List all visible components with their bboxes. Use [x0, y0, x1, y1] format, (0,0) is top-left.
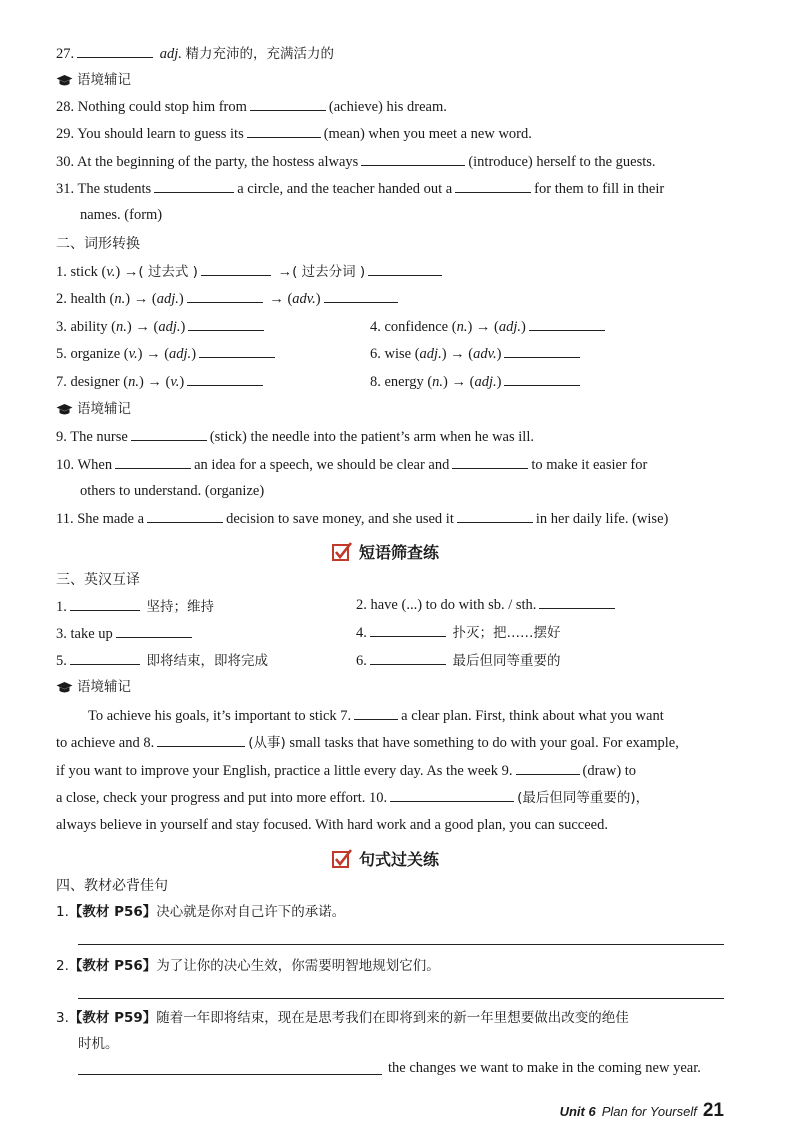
answer-line-3[interactable] [78, 1074, 382, 1075]
passage-blank-8[interactable] [157, 732, 245, 747]
q27-meaning: 精力充沛的，充满活力的 [185, 46, 335, 62]
q30 [56, 151, 656, 172]
translate-5 [56, 650, 268, 671]
s2-source: 【教材 P56】 [68, 958, 157, 974]
word-form-7 [56, 371, 266, 392]
q28-post: (achieve) his dream. [328, 99, 447, 115]
wf8-pos2: adj. [474, 374, 497, 390]
q9 [56, 426, 534, 447]
s1-text: 决心就是你对自己许下的承诺。 [156, 904, 346, 920]
wf5-blank[interactable] [199, 343, 275, 358]
tr2-blank[interactable] [539, 594, 615, 609]
q10-mid: an idea for a speech, we should be clear and [194, 457, 450, 473]
q11-mid: decision to save money, and she used it [226, 511, 454, 527]
p2c: small tasks that have something to do with your goal. For example, [289, 735, 679, 751]
passage-line-2 [56, 732, 679, 753]
sentence-2 [56, 956, 440, 976]
wf8-c: ) [496, 374, 502, 390]
q29-blank[interactable] [247, 123, 321, 138]
tr1-blank[interactable] [70, 596, 140, 611]
tr5-blank[interactable] [70, 650, 140, 665]
footer-unit: Unit 6 [559, 1104, 596, 1119]
s2-text: 为了让你的决心生效，你需要明智地规划它们。 [156, 958, 440, 974]
q31-blank-1[interactable] [154, 178, 234, 193]
tr1-text: 坚持；维持 [146, 599, 214, 615]
q10 [56, 454, 647, 475]
wf4-blank[interactable] [529, 316, 605, 331]
context-caption-3 [56, 677, 131, 697]
q30-post: (introduce) herself to the guests. [468, 154, 656, 170]
q11-blank-2[interactable] [457, 508, 533, 523]
wf7-c: ) [179, 374, 185, 390]
tr1-num: 1. [56, 599, 67, 615]
passage-line-5: always believe in yourself and stay focused. With hard work and a good plan, you can succeed. [56, 817, 608, 833]
context-caption-1 [56, 70, 131, 90]
wf8-b: ) → ( [443, 374, 475, 390]
wf1-blank-1[interactable] [201, 261, 271, 276]
wf7-blank[interactable] [187, 371, 263, 386]
wf3-pos2: adj. [158, 319, 181, 335]
q10-blank-1[interactable] [115, 454, 191, 469]
q31-mid: a circle, and the teacher handed out a [237, 181, 453, 197]
tr5-num: 5. [56, 653, 67, 669]
wf5-c: ) [191, 346, 197, 362]
wf2-d: → ( [269, 291, 293, 307]
wf1-hint-past: ( 过去式 ) [138, 264, 198, 280]
section-3-heading: 三、英汉互译 [56, 572, 140, 588]
q31-pre: 31. The students [56, 181, 152, 197]
q28 [56, 96, 447, 117]
wf3-b: ) → ( [126, 319, 159, 335]
wf3-blank[interactable] [188, 316, 264, 331]
q10-post: to make it easier for [531, 457, 648, 473]
word-form-4 [370, 316, 608, 337]
graduation-cap-icon [56, 74, 73, 87]
footer-title: Plan for Yourself [601, 1104, 697, 1119]
s2-num: 2. [56, 958, 69, 974]
p3b: (draw) to [582, 763, 637, 779]
s3-text: 随着一年即将结束，现在是思考我们在即将到来的新一年里想要做出改变的绝佳 [156, 1010, 629, 1026]
word-form-6 [370, 343, 583, 364]
p1a: To achieve his goals, it’s important to stick 7. [88, 708, 352, 724]
q30-blank[interactable] [361, 151, 465, 166]
banner-title: 句式过关练 [359, 850, 440, 869]
wf4-b: ) → ( [467, 319, 499, 335]
wf4-a: 4. confidence ( [370, 319, 457, 335]
q11 [56, 508, 668, 529]
q29-pre: 29. You should learn to guess its [56, 126, 244, 142]
p1b: a clear plan. First, think about what you want [401, 708, 664, 724]
wf4-pos: n. [456, 319, 468, 335]
tr3-text: 3. take up [56, 626, 113, 642]
p2b: (从事) [248, 735, 286, 751]
translate-2 [356, 594, 618, 615]
wf6-c: ) [496, 346, 502, 362]
q28-blank[interactable] [250, 96, 326, 111]
context-caption-2 [56, 399, 131, 419]
tr4-text: 扑灭；把……摆好 [452, 625, 561, 641]
sentence-3-tail: the changes we want to make in the coming new year. [388, 1060, 701, 1076]
q27 [56, 43, 334, 64]
translate-4 [356, 622, 561, 643]
word-form-1 [56, 261, 445, 282]
s3-num: 3. [56, 1010, 69, 1026]
caption-text: 语境辅记 [77, 679, 131, 695]
section-2-heading: 二、词形转换 [56, 236, 140, 252]
q10-pre: 10. When [56, 457, 113, 473]
wf2-blank-1[interactable] [187, 288, 263, 303]
tr4-blank[interactable] [370, 622, 446, 637]
checkbox-check-icon [331, 541, 353, 563]
wf1-a: 1. stick ( [56, 264, 107, 280]
wf6-blank[interactable] [504, 343, 580, 358]
wf7-a: 7. designer ( [56, 374, 129, 390]
q29-post: (mean) when you meet a new word. [323, 126, 532, 142]
wf5-pos2: adj. [169, 346, 192, 362]
q30-pre: 30. At the beginning of the party, the hostess always [56, 154, 359, 170]
translate-1 [56, 596, 214, 617]
wf6-pos2: adv. [473, 346, 497, 362]
p4a: a close, check your progress and put into more effort. 10. [56, 790, 388, 806]
wf8-blank[interactable] [504, 371, 580, 386]
wf1-paren: ) [115, 264, 121, 280]
s1-num: 1. [56, 904, 69, 920]
s1-source: 【教材 P56】 [68, 904, 157, 920]
q31 [56, 178, 664, 199]
tr6-text: 最后但同等重要的 [452, 653, 561, 669]
passage-blank-10[interactable] [390, 787, 514, 802]
wf2-b: ) → ( [125, 291, 157, 307]
wf6-pos: adj. [419, 346, 442, 362]
wf2-a: 2. health ( [56, 291, 115, 307]
word-form-2 [56, 288, 401, 309]
passage-line-4 [56, 787, 649, 808]
wf8-a: 8. energy ( [370, 374, 433, 390]
wf5-pos: v. [128, 346, 138, 362]
wf1-hint-pp: ( 过去分词 ) [292, 264, 366, 280]
sentence-3-continuation: 时机。 [78, 1036, 119, 1052]
wf5-a: 5. organize ( [56, 346, 129, 362]
p3a: if you want to improve your English, practice a little every day. As the week 9. [56, 763, 513, 779]
section-4-heading: 四、教材必背佳句 [56, 878, 168, 894]
passage-line-3 [56, 760, 636, 781]
wf4-c: ) [521, 319, 526, 335]
tr6-blank[interactable] [370, 650, 446, 665]
wf1-blank-2[interactable] [368, 261, 442, 276]
wf2-pos: n. [114, 291, 126, 307]
q27-number: 27. [56, 46, 75, 62]
wf5-b: ) → ( [137, 346, 170, 362]
tr3-blank[interactable] [116, 623, 192, 638]
word-form-8 [370, 371, 583, 392]
q11-blank-1[interactable] [147, 508, 223, 523]
passage-line-1 [88, 705, 664, 726]
caption-text: 语境辅记 [77, 401, 131, 417]
q31-continuation: names. (form) [80, 207, 163, 223]
passage-blank-7[interactable] [354, 705, 398, 720]
sentence-banner [331, 847, 439, 870]
wf6-b: ) → ( [441, 346, 474, 362]
tr2-text: 2. have (...) to do with sb. / sth. [356, 597, 537, 613]
q9-blank[interactable] [131, 426, 207, 441]
wf3-a: 3. ability ( [56, 319, 117, 335]
wf7-pos: n. [128, 374, 139, 390]
arrow-icon: → [277, 264, 293, 280]
wf3-c: ) [180, 319, 186, 335]
q10-continuation: others to understand. (organize) [80, 483, 265, 499]
translate-3 [56, 623, 195, 644]
answer-line-2[interactable] [78, 998, 724, 999]
q27-blank[interactable] [77, 43, 153, 58]
translate-6 [356, 650, 561, 671]
wf2-blank-2[interactable] [324, 288, 398, 303]
word-form-5 [56, 343, 278, 364]
phrase-banner [331, 540, 439, 563]
q29 [56, 123, 532, 144]
q28-pre: 28. Nothing could stop him from [56, 99, 247, 115]
tr5-text: 即将结束，即将完成 [146, 653, 268, 669]
wf8-pos: n. [432, 374, 444, 390]
q11-pre: 11. She made a [56, 511, 145, 527]
q9-pre: 9. The nurse [56, 429, 128, 445]
caption-text: 语境辅记 [77, 72, 131, 88]
q10-blank-2[interactable] [452, 454, 528, 469]
wf2-pos3: adv. [292, 291, 316, 307]
q31-post: for them to fill in their [534, 181, 665, 197]
page-footer [560, 1100, 724, 1122]
s3-source: 【教材 P59】 [68, 1010, 157, 1026]
answer-line-1[interactable] [78, 944, 724, 945]
tr4-num: 4. [356, 625, 367, 641]
wf4-pos2: adj. [498, 319, 522, 335]
tr6-num: 6. [356, 653, 367, 669]
graduation-cap-icon [56, 403, 73, 416]
p4b: (最后但同等重要的)， [517, 790, 650, 806]
wf3-pos: n. [116, 319, 127, 335]
wf2-e: ) [315, 291, 321, 307]
p2a: to achieve and 8. [56, 735, 155, 751]
wf7-b: ) → ( [138, 374, 171, 390]
passage-blank-9[interactable] [516, 760, 580, 775]
banner-title: 短语筛查练 [359, 543, 440, 562]
q9-post: (stick) the needle into the patient’s arm when he was ill. [209, 429, 534, 445]
q11-post: in her daily life. (wise) [535, 511, 669, 527]
q27-pos: adj. [159, 46, 182, 62]
wf2-pos2: adj. [156, 291, 179, 307]
checkbox-check-icon [331, 848, 353, 870]
wf2-c: ) [178, 291, 184, 307]
sentence-3 [56, 1008, 629, 1028]
graduation-cap-icon [56, 681, 73, 694]
sentence-1 [56, 902, 345, 922]
wf7-pos2: v. [170, 374, 180, 390]
arrow-icon: → [123, 264, 139, 280]
wf1-pos: v. [106, 264, 116, 280]
q31-blank-2[interactable] [455, 178, 531, 193]
wf6-a: 6. wise ( [370, 346, 420, 362]
word-form-3 [56, 316, 267, 337]
page-number: 21 [702, 1100, 724, 1121]
